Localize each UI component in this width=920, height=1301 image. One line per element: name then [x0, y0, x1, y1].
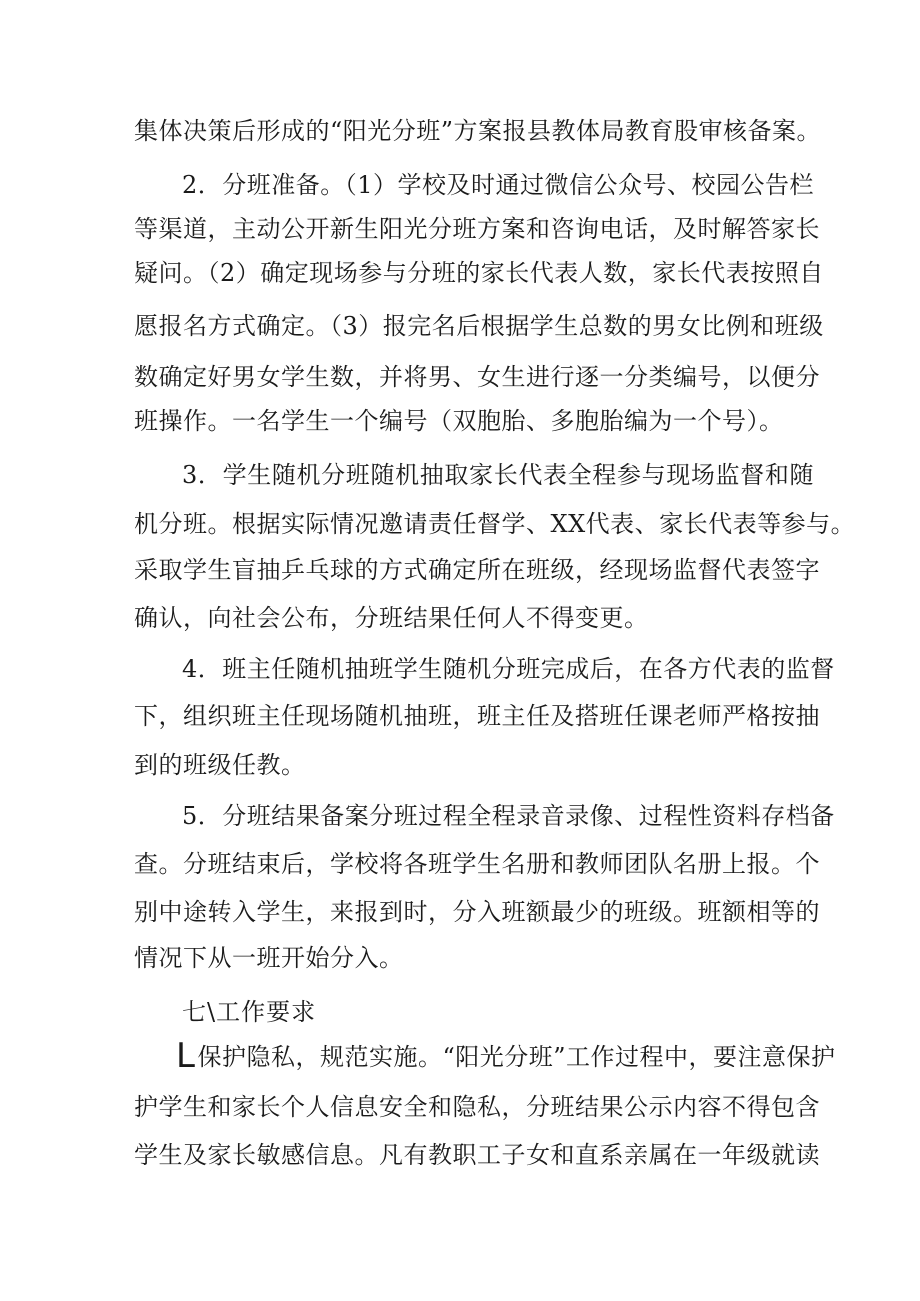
text-line: 疑问。（2）确定现场参与分班的家长代表人数，家长代表按照自	[134, 259, 824, 287]
text-line-content: 保护隐私，规范实施。“阳光分班”工作过程中，要注意保护	[197, 1043, 836, 1071]
text-line: 情况下从一班开始分入。	[134, 944, 404, 972]
text-line: 4．班主任随机抽班学生随机分班完成后，在各方代表的监督	[182, 655, 835, 683]
text-line: 2．分班准备。（1）学校及时通过微信公众号、校园公告栏	[182, 171, 815, 199]
text-line: 下，组织班主任现场随机抽班，班主任及搭班任课老师严格按抽	[134, 702, 820, 730]
text-line: 等渠道，主动公开新生阳光分班方案和咨询电话，及时解答家长	[134, 215, 820, 243]
text-line: 班操作。一名学生一个编号（双胞胎、多胞胎编为一个号）。	[134, 407, 784, 435]
text-line: 数确定好男女学生数，并将男、女生进行逐一分类编号，以便分	[134, 363, 820, 391]
text-line: 查。分班结束后，学校将各班学生名册和教师团队名册上报。个	[134, 850, 820, 878]
text-line: 5．分班结果备案分班过程全程录音录像、过程性资料存档备	[182, 802, 835, 830]
text-line: 确认，向社会公布，分班结果任何人不得变更。	[134, 604, 649, 632]
text-line: 别中途转入学生，来报到时，分入班额最少的班级。班额相等的	[134, 898, 820, 926]
section-heading: 七\工作要求	[182, 998, 317, 1026]
text-line: 到的班级任教。	[134, 751, 306, 779]
text-line: 采取学生盲抽乒乓球的方式确定所在班级，经现场监督代表签字	[134, 556, 820, 584]
text-line: 愿报名方式确定。（3）报完名后根据学生总数的男女比例和班级	[134, 312, 824, 340]
list-marker: L	[176, 1036, 196, 1076]
text-line: 集体决策后形成的“阳光分班”方案报县教体局教育股审核备案。	[134, 117, 822, 145]
text-line: 护学生和家长个人信息安全和隐私，分班结果公示内容不得包含	[134, 1093, 820, 1121]
text-line-first	[176, 1036, 836, 1076]
text-line: 学生及家长敏感信息。凡有教职工子女和直系亲属在一年级就读	[134, 1141, 820, 1169]
text-line: 机分班。根据实际情况邀请责任督学、XX代表、家长代表等参与。	[134, 510, 856, 538]
text-line: 3．学生随机分班随机抽取家长代表全程参与现场监督和随	[182, 461, 814, 489]
